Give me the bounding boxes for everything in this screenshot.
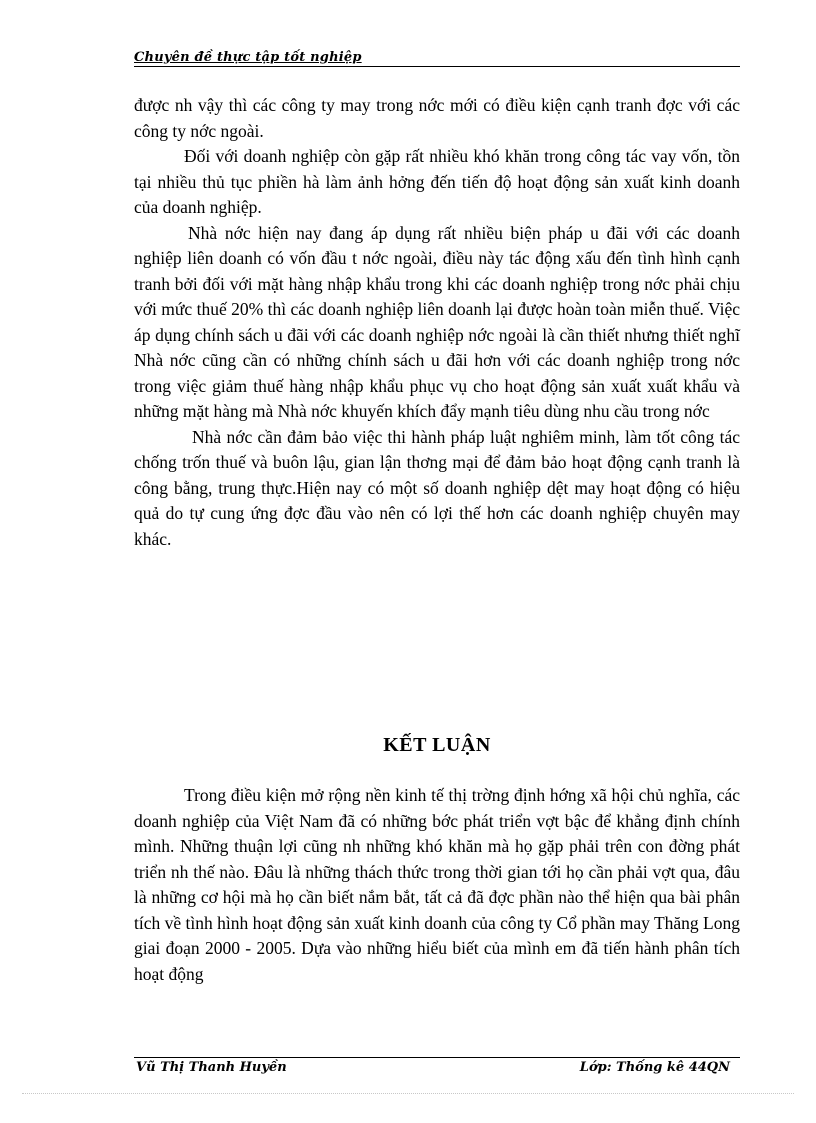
paragraph-4: Nhà nớc cần đảm bảo việc thi hành pháp luật nghiêm minh, làm tốt công tác chống trốn thuế và buôn lậu, gian lận thơng mại để đảm bảo hoạt động cạnh tranh là công bằng, trung thực.Hiện nay có một số doanh nghiệp dệt may hoạt động có hiệu quả do tự cung ứng đợc đầu vào nên có lợi thế hơn các doanh nghiệp chuyên may khác. [134,426,740,549]
body-text [134,93,740,552]
page-header [134,50,740,67]
page-footer [134,1057,740,1076]
page-bottom-divider [22,1093,794,1094]
footer-class: Lớp: Thống kê 44QN [579,1060,730,1075]
paragraph-1: được nh vậy thì các công ty may trong nớc mới có điều kiện cạnh tranh đợc với các công ty nớc ngoài. [134,95,740,141]
paragraph-2: Đối với doanh nghiệp còn gặp rất nhiều khó khăn trong công tác vay vốn, tồn tại nhiều thủ tục phiền hà làm ảnh hởng đến tiến độ hoạt động sản xuất kinh doanh của doanh nghiệp. [134,146,740,217]
conclusion-body [134,783,740,987]
footer-author: Vũ Thị Thanh Huyền [136,1060,287,1075]
conclusion-title: KẾT LUẬN [383,734,491,756]
paragraph-3: Nhà nớc hiện nay đang áp dụng rất nhiều biện pháp u đãi với các doanh nghiệp liên doanh có vốn đầu t nớc ngoài, điều này tác động xấu đến tình hình cạnh tranh bởi đối với mặt hàng nhập khẩu trong khi các doanh nghiệp trong nớc phải chịu với mức thuế 20% thì các doanh nghiệp liên doanh lại được hoàn toàn miễn thuế. Việc áp dụng chính sách u đãi với các doanh nghiệp nớc ngoài là cần thiết nhưng thiết nghĩ Nhà nớc cũng cần có những chính sách u đãi hơn với các doanh nghiệp trong nớc trong việc giảm thuế hàng nhập khẩu phục vụ cho hoạt động sản xuất xuất khẩu và những mặt hàng mà Nhà nớc khuyến khích đẩy mạnh tiêu dùng nhu cầu trong nớc [134,222,740,421]
header-title: Chuyên đề thực tập tốt nghiệp [134,50,362,65]
conclusion-paragraph: Trong điều kiện mở rộng nền kinh tế thị trờng định hớng xã hội chủ nghĩa, các doanh nghiệp của Việt Nam đã có những bớc phát triển vợt bậc để khẳng định chính mình. Những thuận lợi cũng nh những khó khăn mà họ gặp phải trên con đờng phát triển nh thế nào. Đâu là những thách thức trong thời gian tới họ cần phải vợt qua, đâu là những cơ hội mà họ cần biết nắm bắt, tất cả đã đợc phần nào thể hiện qua bài phân tích về tình hình hoạt động sản xuất kinh doanh của công ty Cổ phần may Thăng Long giai đoạn 2000 - 2005. Dựa vào những hiểu biết của mình em đã tiến hành phân tích hoạt động [134,785,740,984]
